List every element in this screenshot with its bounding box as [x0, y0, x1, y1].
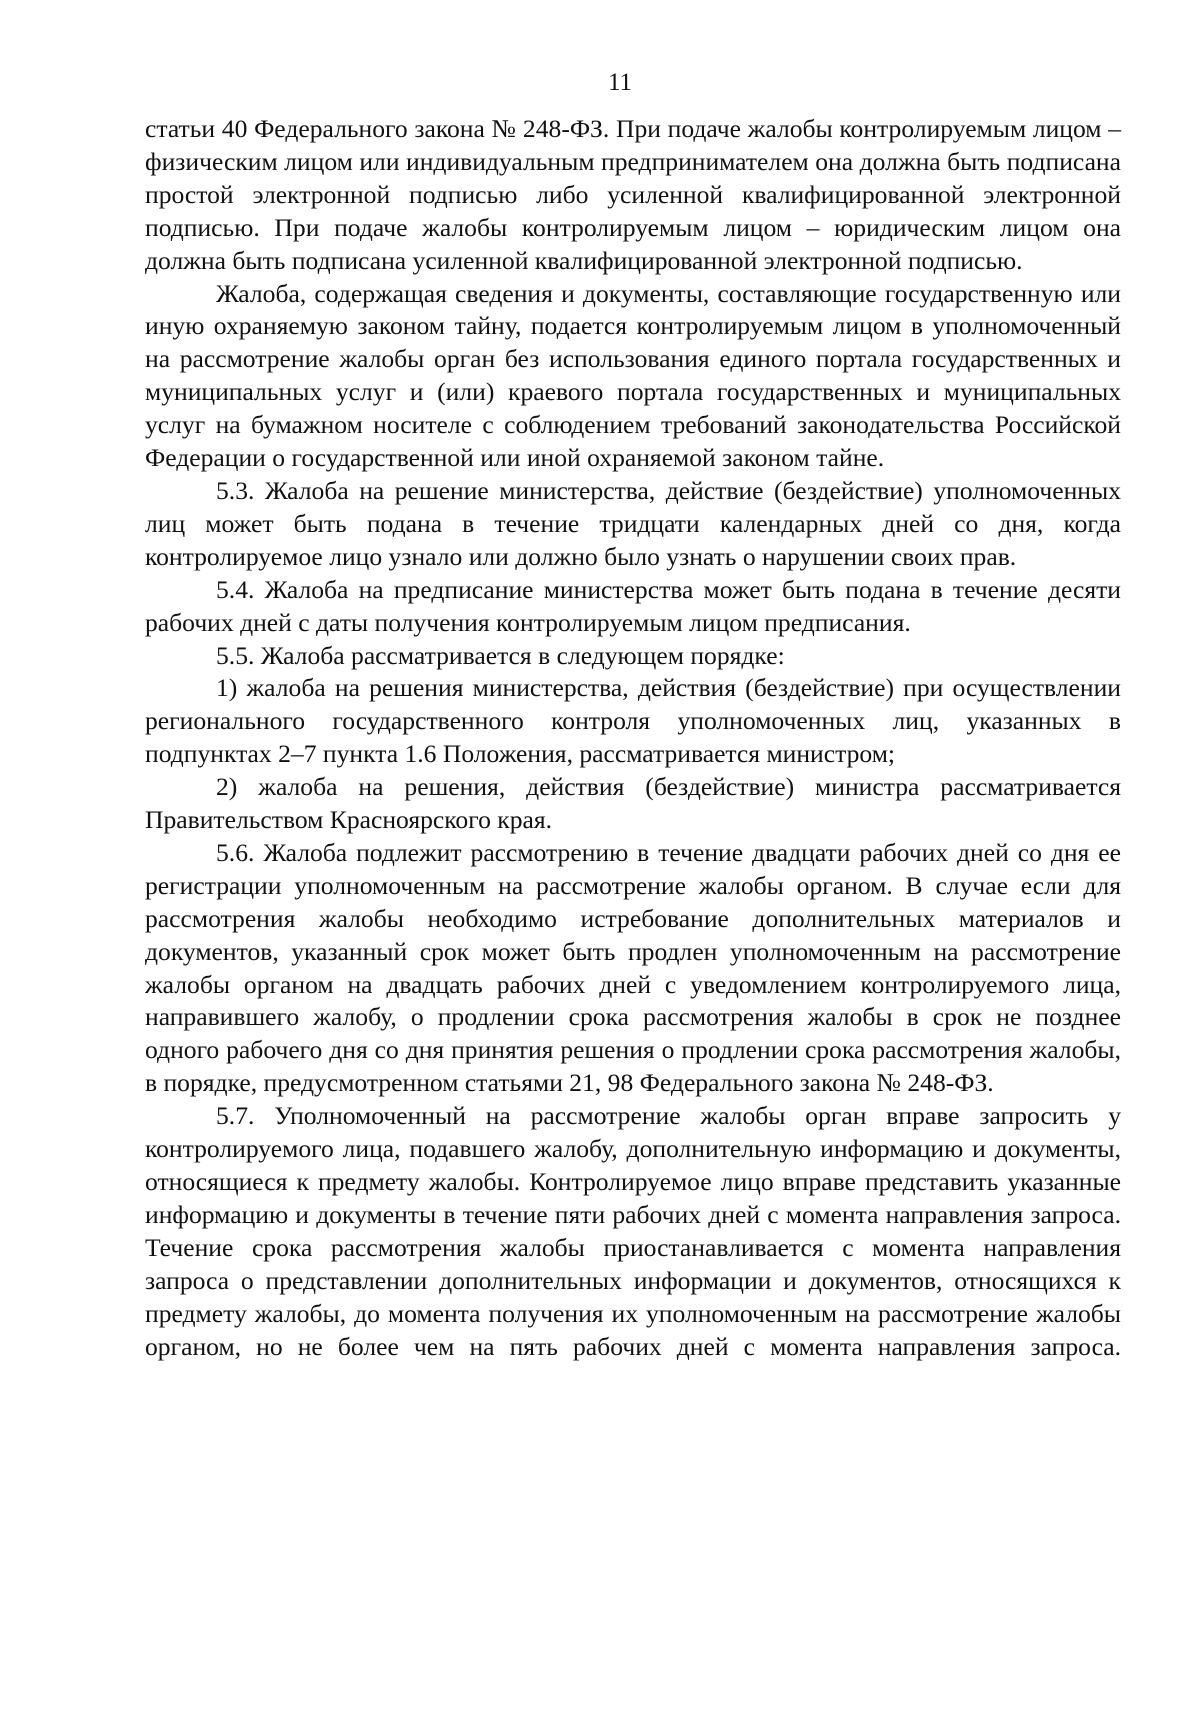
paragraph-5-7: 5.7. Уполномоченный на рассмотрение жалобы орган вправе запросить у контролируемого лица, подавшего жалобу, дополнительную информацию и документы, относящиеся к предмету жалобы. Контролируемое лицо вправе представить указанные информацию и документы в течение пяти рабочих дней с момента направления запроса. Течение срока рассмотрения жалобы приостанавливается с момента направления запроса о представлении дополнительных информации и документов, относящихся к предмету жалобы, до момента получения их уполномоченным на рассмотрение жалобы органом, но не более чем на пять рабочих дней с момента направления запроса.: [145, 1101, 1121, 1361]
paragraph-complaint-signature: статьи 40 Федерального закона № 248-ФЗ. При подаче жалобы контролируемым лицом – физическим лицом или индивидуальным предпринимателем она должна быть подписана простой электронной подписью либо усиленной квалифицированной электронной подписью. При подаче жалобы контролируемым лицом – юридическим лицом она должна быть подписана усиленной квалифицированной электронной подписью.: [145, 114, 1121, 275]
paragraph-5-5-item-1: 1) жалоба на решения министерства, действия (бездействие) при осуществлении регионального государственного контроля уполномоченных лиц, указанных в подпунктах 2–7 пункта 1.6 Положения, рассматривается министром;: [145, 673, 1121, 769]
paragraph-5-4: 5.4. Жалоба на предписание министерства может быть подана в течение десяти рабочих дней с даты получения контролируемым лицом предписания.: [145, 574, 1121, 637]
page-number: 11: [607, 69, 633, 96]
paragraph-secret-info-complaint: Жалоба, содержащая сведения и документы, составляющие государственную или иную охраняемую законом тайну, подается контролируемым лицом в уполномоченный на рассмотрение жалобы орган без использования единого портала государственных и муниципальных услуг и (или) краевого портала государственных и муниципальных услуг на бумажном носителе с соблюдением требований законодательства Российской Федерации о государственной или иной охраняемой законом тайне.: [145, 278, 1121, 473]
paragraph-5-6: 5.6. Жалоба подлежит рассмотрению в течение двадцати рабочих дней со дня ее регистрации уполномоченным на рассмотрение жалобы органом. В случае если для рассмотрения жалобы необходимо истребование дополнительных материалов и документов, указанный срок может быть продлен уполномоченным на рассмотрение жалобы органом на двадцать рабочих дней с уведомлением контролируемого лица, направившего жалобу, о продлении срока рассмотрения жалобы в срок не позднее одного рабочего дня со дня принятия решения о продлении срока рассмотрения жалобы, в порядке, предусмотренном статьями 21, 98 Федерального закона № 248-ФЗ.: [145, 837, 1121, 1098]
document-body: [145, 113, 1121, 1363]
paragraph-5-5-item-2: 2) жалоба на решения, действия (бездействие) министра рассматривается Правительством Красноярского края.: [145, 772, 1121, 835]
paragraph-5-3: 5.3. Жалоба на решение министерства, действие (бездействие) уполномоченных лиц может быть подана в течение тридцати календарных дней со дня, когда контролируемое лицо узнало или должно было узнать о нарушении своих прав.: [145, 475, 1121, 571]
paragraph-5-5: 5.5. Жалоба рассматривается в следующем порядке:: [216, 640, 785, 670]
